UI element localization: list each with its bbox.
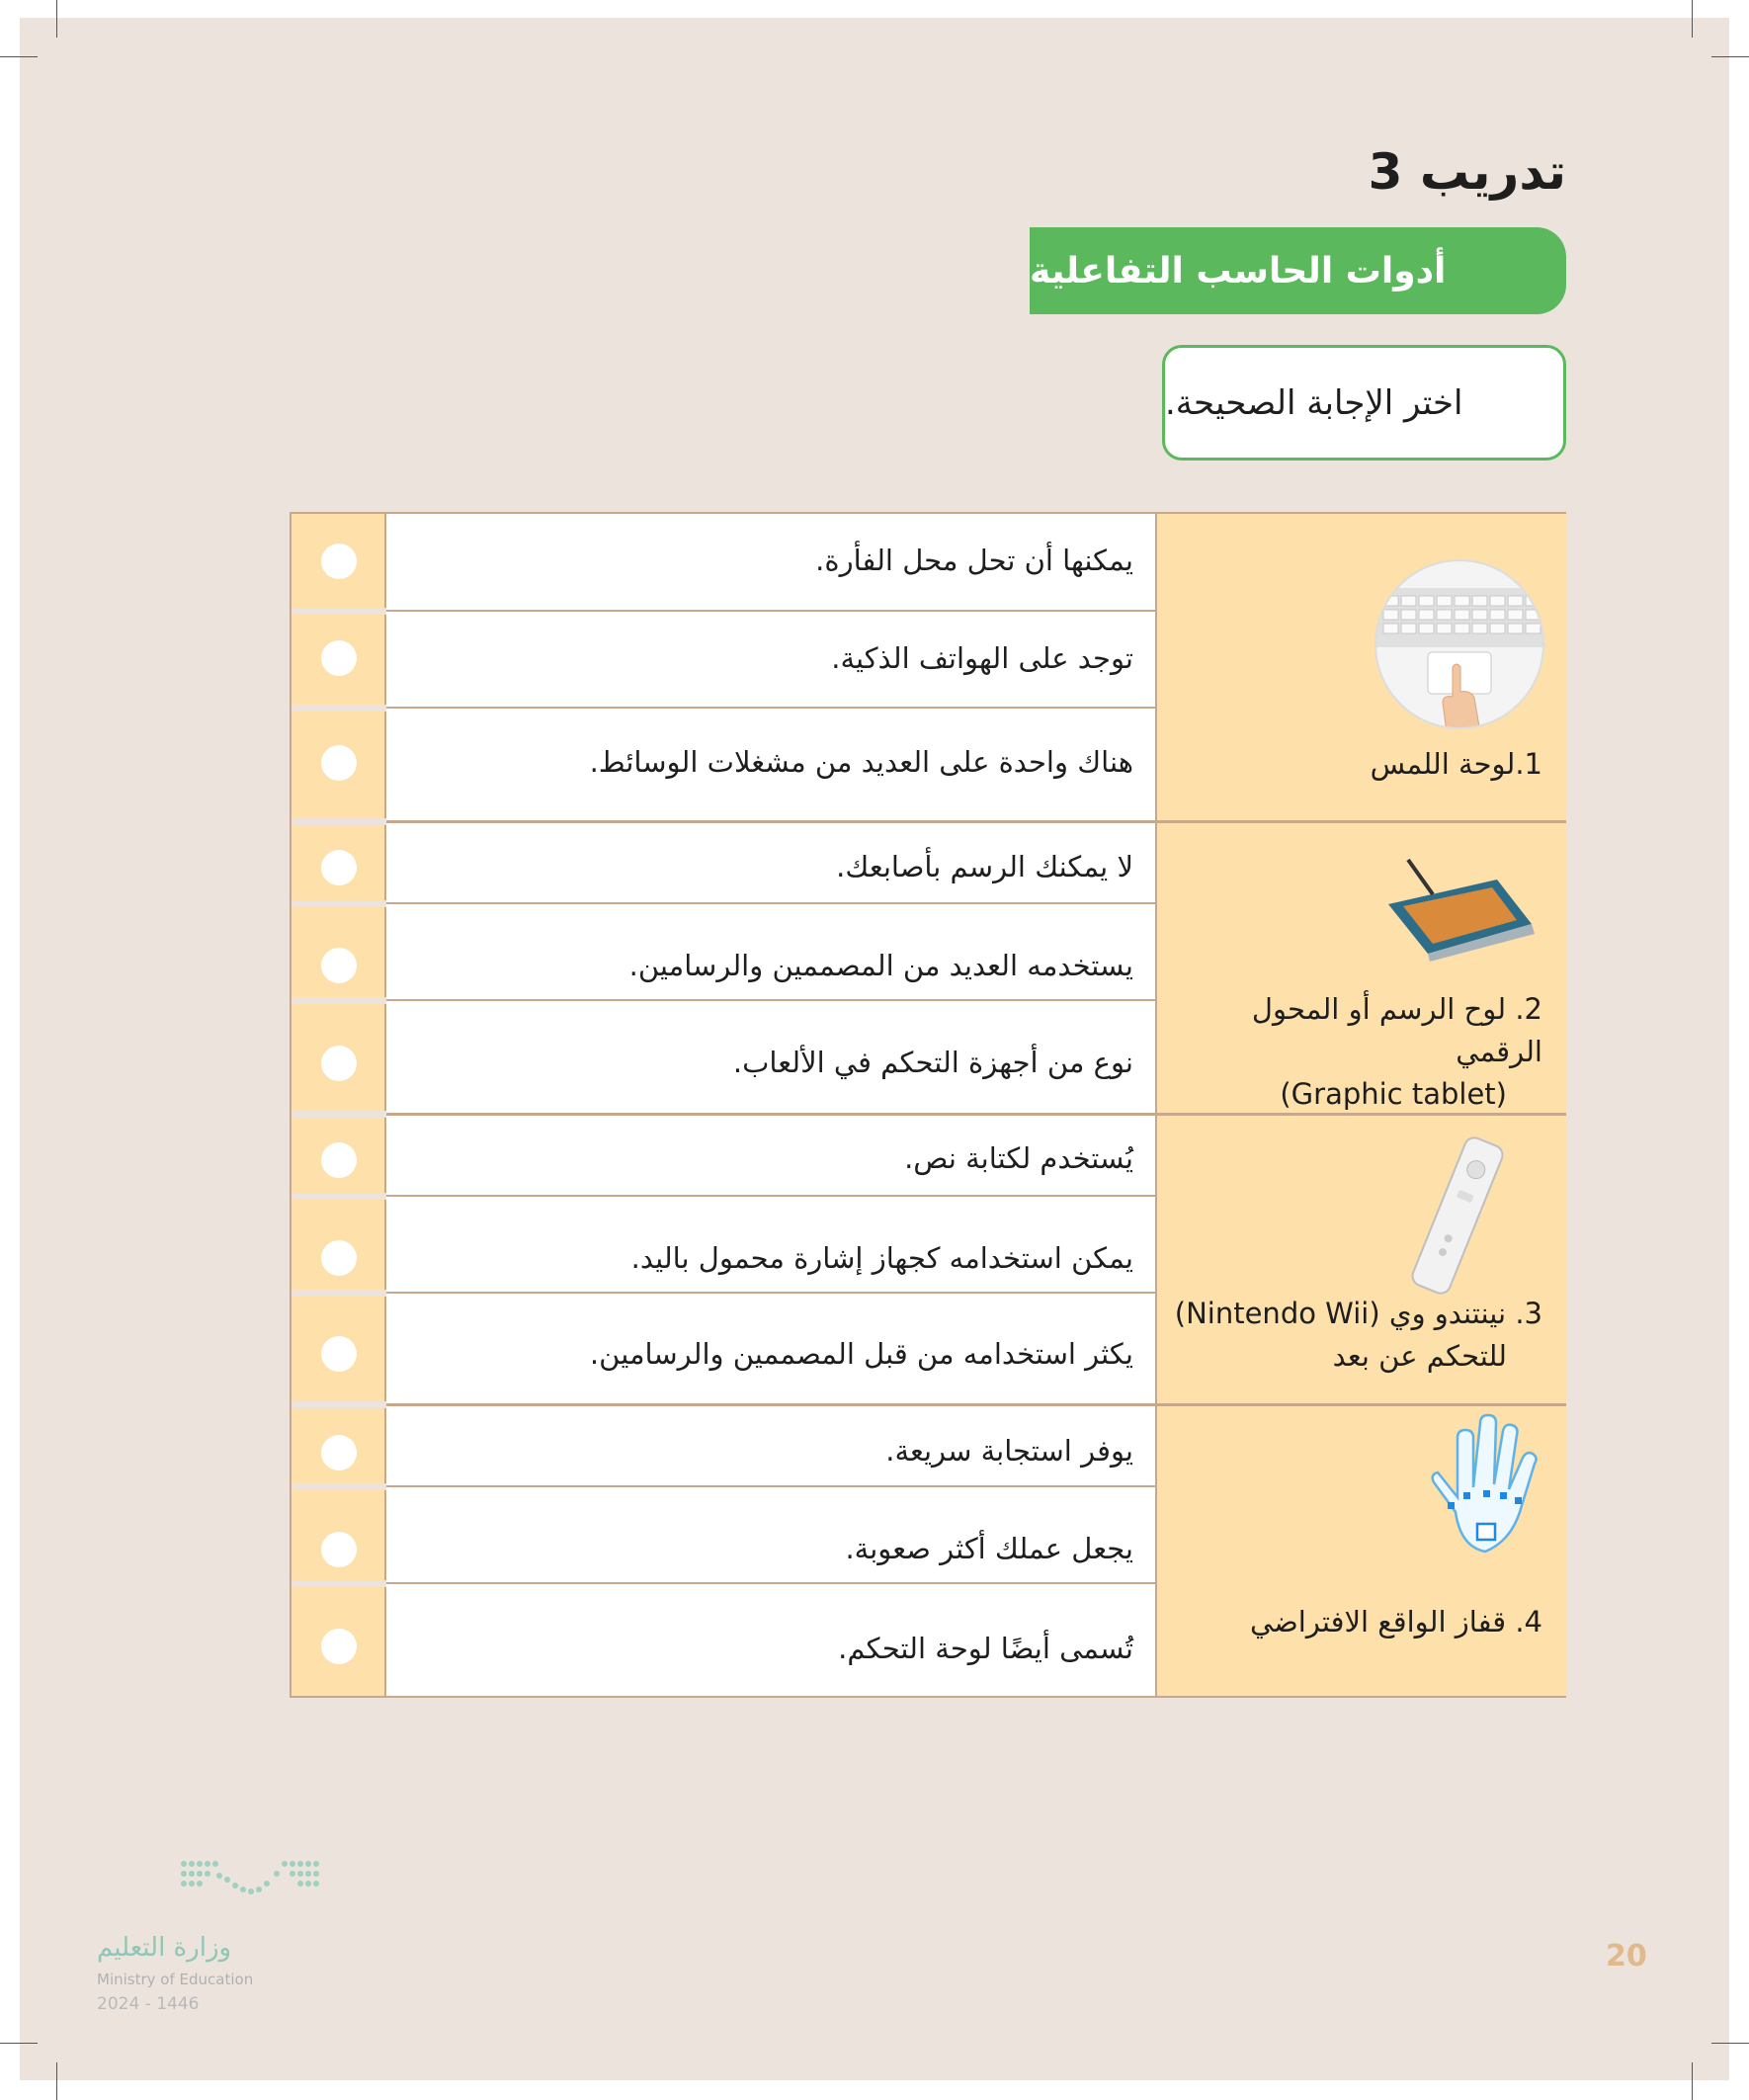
page-title: تدريب 3 [1368, 143, 1566, 201]
group-divider [292, 820, 1566, 823]
option-text: تُسمى أيضًا لوحة التحكم. [838, 1632, 1133, 1665]
option-radio[interactable] [321, 544, 357, 579]
crop-mark [0, 2043, 38, 2044]
item-label-line: للتحكم عن بعد [1332, 1339, 1507, 1373]
item-label-line: 4. قفاز الواقع الافتراضي [1250, 1605, 1542, 1638]
option-radio[interactable] [321, 640, 357, 676]
answer-gap [292, 818, 386, 825]
item-label-line: (Graphic tablet) [1280, 1077, 1507, 1111]
option-radio[interactable] [321, 745, 357, 781]
item-label [1167, 988, 1542, 1116]
answer-gap [292, 1401, 386, 1408]
row-divider [292, 610, 1155, 612]
vr-glove-icon [1426, 1413, 1544, 1561]
item-label-line: 3. نينتندو وي (Nintendo Wii) [1174, 1297, 1542, 1330]
option-text: لا يمكنك الرسم بأصابعك. [836, 850, 1133, 883]
item-label [1167, 1293, 1542, 1378]
option-radio[interactable] [321, 850, 357, 885]
crop-mark [56, 0, 57, 38]
crop-mark [56, 2062, 57, 2100]
answer-gap [292, 705, 386, 712]
row-divider [292, 1292, 1155, 1294]
option-radio[interactable] [321, 1336, 357, 1372]
item-label [1167, 1601, 1542, 1643]
crop-mark [0, 56, 38, 57]
row-divider [292, 1582, 1155, 1584]
option-text: توجد على الهواتف الذكية. [831, 641, 1133, 675]
crop-mark [1692, 2062, 1693, 2100]
graphic-tablet-icon [1369, 855, 1537, 964]
option-text: يُستخدم لكتابة نص. [904, 1141, 1133, 1175]
option-text: يوفر استجابة سريعة. [885, 1434, 1133, 1468]
ministry-emblem-icon [97, 1856, 354, 1925]
row-divider [292, 999, 1155, 1001]
option-radio[interactable] [321, 948, 357, 983]
answer-gap [292, 900, 386, 907]
option-text: يستخدمه العديد من المصممين والرسامين. [628, 949, 1133, 982]
answer-gap [292, 608, 386, 615]
touchpad-icon [1374, 558, 1545, 730]
quiz-table [290, 512, 1566, 1698]
ministry-name-arabic: وزارة التعليم [97, 1933, 232, 1963]
ministry-name-english: Ministry of Education [97, 1971, 254, 1988]
answer-gap [292, 1111, 386, 1118]
row-divider [292, 902, 1155, 904]
answer-gap [292, 1483, 386, 1490]
option-text: هناك واحدة على العديد من مشغلات الوسائط. [589, 745, 1133, 779]
option-radio[interactable] [321, 1240, 357, 1276]
answer-column [292, 514, 386, 1696]
ministry-year: 2024 - 1446 [97, 1994, 200, 2014]
option-radio[interactable] [321, 1142, 357, 1178]
section-banner-text: أدوات الحاسب التفاعلية [1030, 250, 1447, 292]
row-divider [292, 1485, 1155, 1487]
wii-remote-icon [1393, 1132, 1522, 1300]
item-label-line: 2. لوح الرسم أو المحول الرقمي [1251, 992, 1542, 1068]
row-divider [292, 707, 1155, 709]
option-radio[interactable] [321, 1532, 357, 1567]
section-banner [1030, 227, 1566, 314]
item-label-line: 1.لوحة اللمس [1370, 747, 1542, 781]
item-label [1167, 743, 1542, 786]
group-divider [292, 1403, 1566, 1406]
option-radio[interactable] [321, 1435, 357, 1470]
answer-gap [292, 997, 386, 1004]
crop-mark [1711, 56, 1749, 57]
instruction-text: اختر الإجابة الصحيحة. [1165, 382, 1463, 423]
page-number: 20 [1606, 1939, 1647, 1974]
crop-mark [1692, 0, 1693, 38]
instruction-box [1162, 345, 1566, 461]
option-text: يمكنها أن تحل محل الفأرة. [815, 544, 1133, 577]
option-text: يكثر استخدامه من قبل المصممين والرسامين. [589, 1337, 1133, 1371]
option-radio[interactable] [321, 1046, 357, 1081]
option-text: يجعل عملك أكثر صعوبة. [845, 1532, 1133, 1565]
crop-mark [1711, 2043, 1749, 2044]
option-radio[interactable] [321, 1629, 357, 1664]
option-text: يمكن استخدامه كجهاز إشارة محمول باليد. [630, 1241, 1133, 1275]
answer-gap [292, 1580, 386, 1587]
row-divider [292, 1195, 1155, 1197]
option-text: نوع من أجهزة التحكم في الألعاب. [732, 1046, 1133, 1079]
answer-gap [292, 1290, 386, 1297]
answer-gap [292, 1193, 386, 1200]
